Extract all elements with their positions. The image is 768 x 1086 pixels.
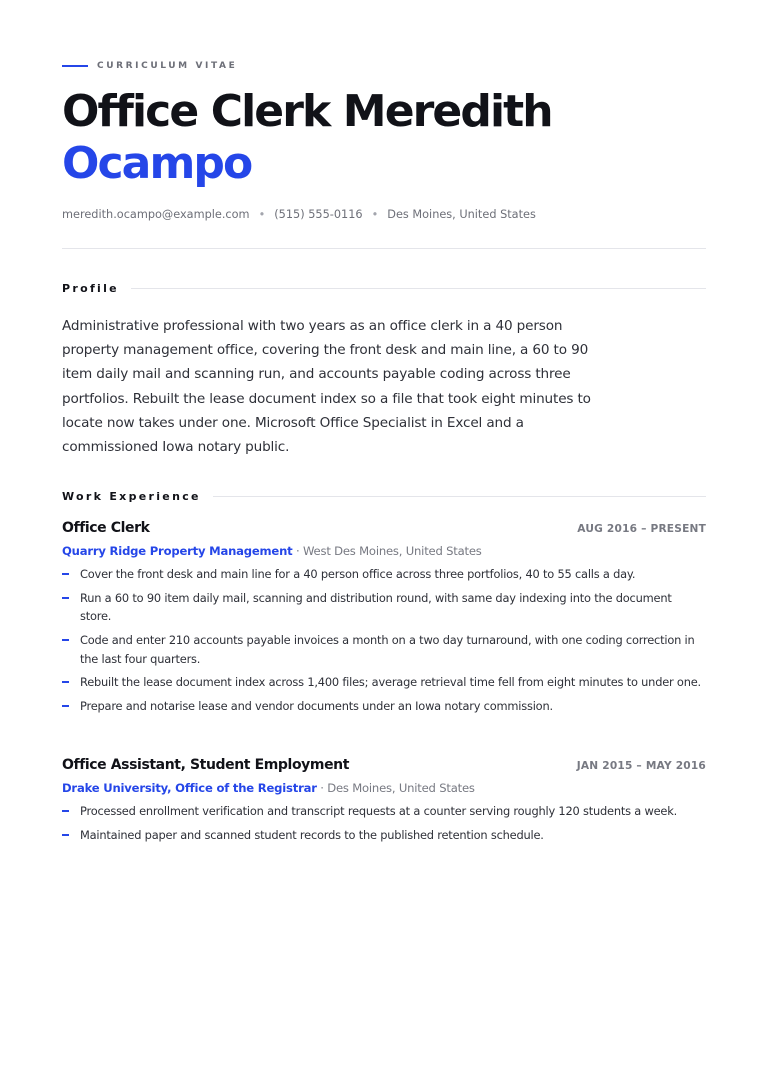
experience-heading: Work Experience	[62, 490, 201, 503]
bullet-item	[62, 631, 706, 668]
section-divider	[213, 496, 706, 497]
job-bullets	[62, 565, 706, 716]
bullet-item	[62, 589, 706, 626]
contact-email[interactable]: meredith.ocampo@example.com	[62, 208, 250, 221]
bullet-text: Rebuilt the lease document index across 1,400 files; average retrieval time fell from eight minutes to under one.	[80, 675, 701, 690]
bullet-text: Processed enrollment verification and transcript requests at a counter serving roughly 120 students a week.	[80, 804, 678, 818]
job-location: · Des Moines, United States	[316, 781, 475, 795]
contact-phone[interactable]: (515) 555-0116	[274, 208, 363, 221]
candidate-name	[62, 86, 552, 190]
bullet-dash	[62, 573, 69, 575]
job-title: Office Assistant, Student Employment	[62, 757, 350, 773]
bullet-item	[62, 697, 706, 716]
job-company: Quarry Ridge Property Management	[62, 544, 293, 558]
contact-location: Des Moines, United States	[387, 208, 536, 221]
contact-separator: •	[258, 208, 266, 221]
eyebrow	[62, 61, 237, 71]
eyebrow-label: CURRICULUM VITAE	[97, 61, 238, 71]
section-divider	[131, 288, 706, 289]
job-organization	[62, 779, 706, 797]
bullet-item	[62, 826, 706, 845]
bullet-text: Maintained paper and scanned student records to the published retention schedule.	[80, 827, 544, 842]
profile-heading: Profile	[62, 282, 119, 295]
name-last: Ocampo	[62, 138, 252, 189]
job-company: Drake University, Office of the Registrar	[62, 781, 317, 795]
bullet-text: Run a 60 to 90 item daily mail, scanning and distribution round, with same day indexing into the document store.	[80, 590, 672, 624]
bullet-item	[62, 802, 706, 821]
header-divider	[62, 248, 706, 249]
job-entry	[62, 520, 706, 721]
job-dates: AUG 2016 – PRESENT	[577, 523, 706, 535]
bullet-dash	[62, 639, 69, 641]
bullet-dash	[62, 681, 69, 683]
bullet-text: Prepare and notarise lease and vendor documents under an Iowa notary commission.	[80, 699, 553, 714]
job-organization	[62, 542, 706, 560]
profile-summary: Administrative professional with two years as an office clerk in a 40 person property management office, covering the front desk and main line, a 60 to 90 item daily mail and scanning run, and accounts payable coding across three portfolios. Rebuilt the lease document index so a file that took eight minutes to locate now takes under one. Microsoft Office Specialist in Excel and a commissioned Iowa notary public.	[62, 318, 591, 456]
eyebrow-rule	[62, 65, 88, 67]
job-bullets	[62, 802, 706, 844]
bullet-text: Code and enter 210 accounts payable invoices a month on a two day turnaround, with one coding correction in the last four quarters.	[80, 633, 695, 666]
bullet-dash	[62, 810, 69, 812]
job-dates: JAN 2015 – MAY 2016	[576, 760, 706, 772]
job-title: Office Clerk	[62, 520, 150, 536]
contact-separator: •	[371, 208, 379, 221]
bullet-dash	[62, 705, 69, 707]
bullet-dash	[62, 834, 69, 836]
bullet-dash	[62, 597, 69, 599]
bullet-text: Cover the front desk and main line for a 40 person office across three portfolios, 40 to 55 calls a day.	[80, 567, 636, 581]
bullet-item	[62, 673, 706, 692]
job-entry	[62, 757, 706, 850]
contact-line	[62, 208, 536, 221]
job-location: · West Des Moines, United States	[292, 544, 482, 558]
experience-section-header	[62, 490, 706, 503]
profile-section-header	[62, 282, 706, 295]
job-header	[62, 757, 706, 777]
name-first: Office Clerk Meredith	[62, 86, 552, 137]
job-header	[62, 520, 706, 540]
bullet-item	[62, 565, 706, 584]
